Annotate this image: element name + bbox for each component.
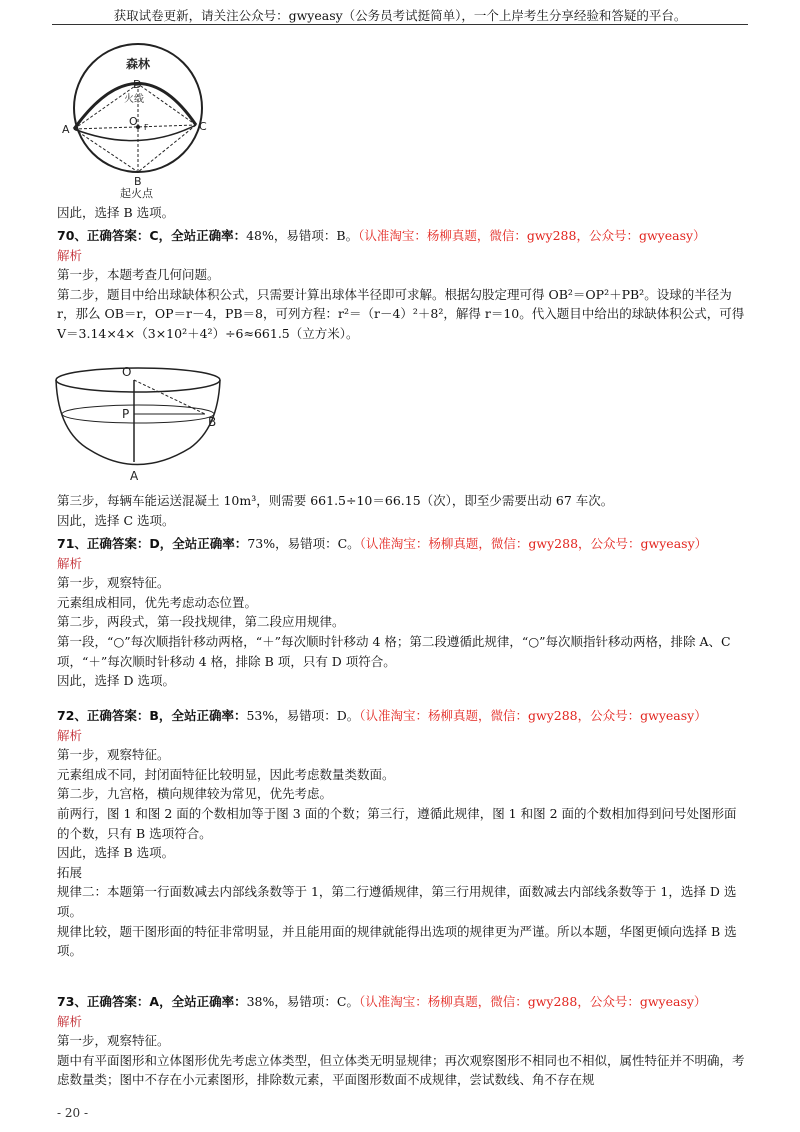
q69-conclusion: 因此，选择 B 选项。 [57,205,175,220]
label-O: O [129,115,138,128]
q70-heading: 70、正确答案： [57,228,150,243]
q73-answer-line [57,992,745,1012]
q72-conclusion: 因此，选择 B 选项。 [57,845,175,861]
q71-section-label: 解析 [57,555,83,571]
q70-rate: 48%，易错项：B。 [246,228,359,243]
q69-block [57,203,745,223]
cap-rim [56,368,220,392]
q72-step-1: 第一步，观察特征。 [57,747,170,763]
q71-answer-line [57,534,745,554]
q73-heading: 73、正确答案： [57,994,150,1009]
q70-ad: （认准淘宝：杨柳真题，微信：gwy288，公众号：gwyeasy） [358,228,706,243]
q73-section-label: 解析 [57,1013,83,1029]
q70-step-2: 第二步，题目中给出球缺体积公式，只需要计算出球体半径即可求解。根据勾股定理可得 OB²＝OP²＋PB²。设球的半径为 r，那么 OB＝r，OP＝r－4，PB＝8，可列方程：r²＝（r－4）²＋8²，解得 r＝10。代入题目中给出的球缺体积公式，可得 V＝3.14×4×（3×10²＋4²）÷6≈661.5（立方米）。 [57,286,745,341]
q73-step-2: 题中有平面图形和立体图形优先考虑立体类型，但立体类无明显规律；再次观察图形不相同也不相似，属性特征并不明确，考虑数量类；图中不存在小元素图形，排除数元素，平面图形数面不成规律，尝试数线、角不存在规 [57,1052,745,1088]
q71-ad: （认准淘宝：杨柳真题，微信：gwy288，公众号：gwyeasy） [359,536,708,551]
q72-rate-label: 全站正确率： [171,708,247,723]
q72-answer-line [57,706,745,726]
q71-step-2: 元素组成相同，优先考虑动态位置。 [57,594,258,610]
q72-block [57,706,745,961]
q72-step-2: 元素组成不同，封闭面特征比较明显，因此考虑数量类数面。 [57,766,395,782]
q70-block-after [57,491,745,530]
label-P: P [122,407,130,421]
label-forest: 森林 [126,57,151,71]
q72-extend-2: 规律比较，题干图形面的特征非常明显，并且能用面的规律就能得出选项的规律更为严谨。所以本题，华图更倾向选择 B 选项。 [57,923,737,959]
q73-block [57,992,745,1090]
label-C: C [199,120,207,133]
q72-extend-1: 规律二：本题第一行面数减去内部线条数等于 1，第二行遵循规律，第三行用规律，面数减去内部线条数等于 1，选择 D 选项。 [57,884,737,919]
q73-rate: 38%，易错项：C。 [246,994,359,1009]
q70-section-label: 解析 [57,247,83,263]
q71-step-4: 第一段，“○”每次顺指针移动两格，“＋”每次顺时针移动 4 格；第二段遵循此规律，“○”每次顺指针移动两格，排除 A、C 项，“＋”每次顺时针移动 4 格，排除 B 项，只有 D 项符合。 [57,633,731,669]
page-number: - 20 - [57,1106,89,1120]
forest-fire-diagram [56,30,236,200]
q72-step-4: 前两行，图 1 和图 2 面的个数相加等于图 3 面的个数；第三行，遵循此规律，图 1 和图 2 面的个数相加得到问号处图形面的个数，只有 B 选项符合。 [57,805,737,841]
q71-step-3: 第二步，两段式，第一段找规律，第二段应用规律。 [57,614,345,630]
q71-conclusion: 因此，选择 D 选项。 [57,673,175,689]
label-O2: O [122,365,132,379]
q73-answer: A， [149,994,172,1009]
q72-step-3: 第二步，九宫格，横向规律较为常见，优先考虑。 [57,786,333,802]
q71-step-1: 第一步，观察特征。 [57,575,170,591]
q70-rate-label: 全站正确率： [171,228,247,243]
label-start: 起火点 [120,187,153,200]
label-B: B [134,175,142,188]
q70-step-3: 第三步，每辆车能运送混凝土 10m³，则需要 661.5÷10＝66.15（次），即至少需要出动 67 车次。 [57,493,614,508]
label-B2: B [208,415,217,429]
label-D: D [133,78,142,91]
label-fire: 火线 [124,94,144,105]
label-A: A [62,123,70,136]
q71-rate-label: 全站正确率： [172,536,248,551]
header-divider [52,24,748,25]
q73-step-1: 第一步，观察特征。 [57,1033,170,1049]
q70-conclusion: 因此，选择 C 选项。 [57,512,175,528]
q71-heading: 71、正确答案： [57,536,150,551]
label-F: F [144,123,149,132]
q71-answer: D， [149,536,173,551]
q72-extend-label: 拓展 [57,864,83,880]
q72-heading: 72、正确答案： [57,708,150,723]
q73-ad: （认准淘宝：杨柳真题，微信：gwy288，公众号：gwyeasy） [358,994,707,1009]
q72-answer: B， [149,708,172,723]
q70-answer-line [57,226,745,246]
q70-answer: C， [149,228,172,243]
q70-step-1: 第一步，本题考查几何问题。 [57,267,220,283]
q70-block [57,226,745,344]
q73-rate-label: 全站正确率： [171,994,247,1009]
label-A2: A [130,469,139,483]
q71-rate: 73%，易错项：C。 [247,536,360,551]
q72-ad: （认准淘宝：杨柳真题，微信：gwy288，公众号：gwyeasy） [359,708,707,723]
q71-block [57,534,745,691]
spherical-cap-diagram [50,362,226,484]
q72-rate: 53%，易错项：D。 [246,708,360,723]
page-header: 获取试卷更新，请关注公众号：gwyeasy（公务员考试挺简单），一个上岸考生分享经验和答疑的平台。 [113,8,687,23]
q72-section-label: 解析 [57,727,83,743]
